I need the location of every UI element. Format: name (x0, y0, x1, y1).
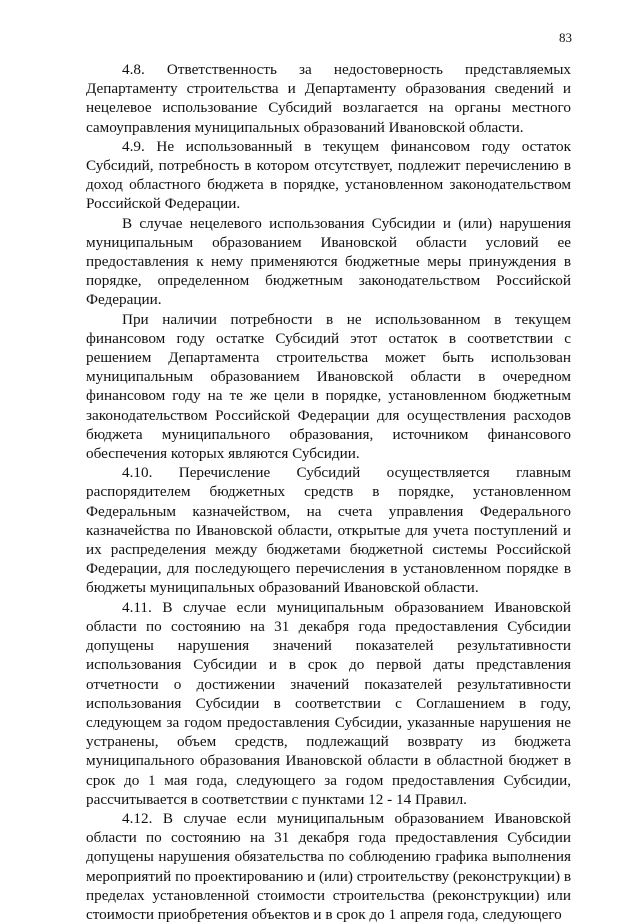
paragraph-4-12: 4.12. В случае если муниципальным образованием Ивановской области по состоянию на 31 декабря года предоставления Субсидии допущены нарушения обязательства по соблюдению графика выполнения мероприятий по проектированию и (или) строительству (реконструкции) в пределах установленной стоимости строительства (реконструкции) или стоимости приобретения объектов и в срок до 1 апреля года, следующего (86, 809, 571, 923)
paragraph-4-10: 4.10. Перечисление Субсидий осуществляется главным распорядителем бюджетных средств в порядке, установленном Федеральным казначейством, на счета управления Федерального казначейства по Ивановской области, открытые для учета поступлений и их распределения между бюджетами бюджетной системы Российской Федерации, для последующего перечисления в установленном порядке в бюджеты муниципальных образований Ивановской области. (86, 464, 571, 597)
paragraph-4-9: 4.9. Не использованный в текущем финансовом году остаток Субсидий, потребность в котором отсутствует, подлежит перечислению в доход областного бюджета в порядке, установленном законодательством Российской Федерации. (86, 137, 571, 213)
document-body (86, 60, 571, 924)
paragraph-4-8: 4.8. Ответственность за недостоверность представляемых Департаменту строительства и Департаменту образования сведений и нецелевое использование Субсидий возлагается на органы местного самоуправления муниципальных образований Ивановской области. (86, 61, 571, 136)
paragraph-misuse: В случае нецелевого использования Субсидии и (или) нарушения муниципальным образованием Ивановской области условий ее предоставления к нему применяются бюджетные меры принуждения в порядке, определенном бюджетным законодательством Российской Федерации. (86, 214, 571, 309)
paragraph-unused-balance: При наличии потребности в не использованном в текущем финансовом году остатке Субсидий этот остаток в соответствии с решением Департамента строительства может быть использован муниципальным образованием Ивановской области в очередном финансовом году на те же цели в порядке, установленном бюджетным законодательством Российской Федерации для осуществления расходов бюджета муниципального образования, источником финансового обеспечения которых являются Субсидии. (86, 310, 571, 463)
paragraph-4-11: 4.11. В случае если муниципальным образованием Ивановской области по состоянию на 31 декабря года предоставления Субсидии допущены нарушения значений показателей результативности использования Субсидии и в срок до первой даты представления отчетности о достижении значений показателей результативности использования Субсидии в соответствии с Соглашением в году, следующем за годом предоставления Субсидии, указанные нарушения не устранены, объем средств, подлежащий возврату из бюджета муниципального образования Ивановской области в областной бюджет в срок до 1 мая года, следующего за годом предоставления Субсидии, рассчитывается в соответствии с пунктами 12 - 14 Правил. (86, 598, 571, 808)
page-number: 83 (559, 30, 572, 45)
